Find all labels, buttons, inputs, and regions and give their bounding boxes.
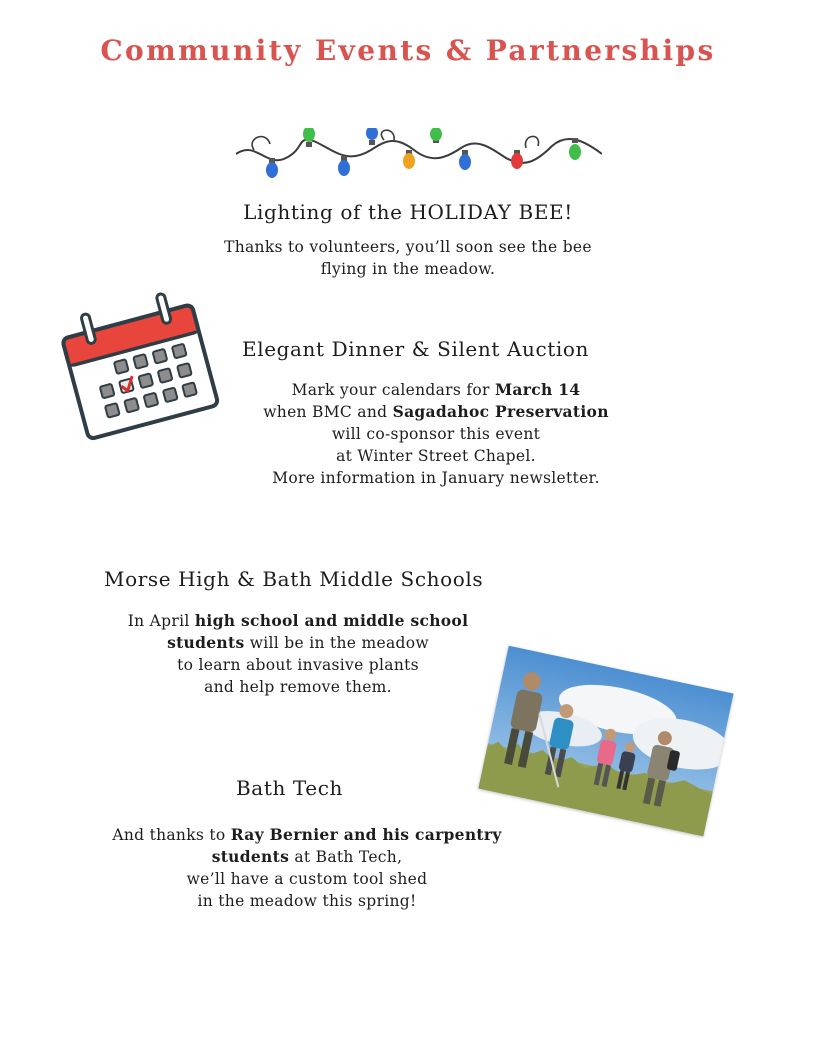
dinner-line-4: at Winter Street Chapel. — [336, 447, 536, 465]
schools-line-4: and help remove them. — [204, 678, 392, 696]
dinner-line-1: Mark your calendars for March 14 — [291, 380, 581, 399]
bath-tech-line-4: in the meadow this spring! — [197, 892, 417, 910]
light-bulb-3 — [338, 156, 350, 176]
light-bulb-2 — [303, 128, 315, 147]
page-title: Community Events & Partnerships — [100, 34, 716, 67]
calendar-icon — [58, 292, 220, 442]
holiday-bee-text — [0, 236, 816, 280]
bath-tech-line-2: students at Bath Tech, — [211, 847, 403, 866]
bath-tech-text — [92, 824, 522, 912]
dinner-line-2: when BMC and Sagadahoc Preservation — [263, 402, 609, 421]
schools-text — [108, 610, 488, 698]
light-bulb-6 — [430, 128, 442, 143]
dinner-text — [248, 379, 624, 489]
schools-line-1: In April high school and middle school — [127, 611, 469, 630]
light-bulb-7 — [459, 150, 471, 170]
light-bulb-5 — [403, 150, 415, 169]
light-bulb-4 — [366, 128, 378, 145]
schools-line-3: to learn about invasive plants — [177, 656, 419, 674]
bath-tech-line-1: And thanks to Ray Bernier and his carpentry — [112, 825, 502, 844]
holiday-bee-heading: Lighting of the HOLIDAY BEE! — [243, 200, 573, 224]
holiday-bee-line-1: Thanks to volunteers, you’ll soon see the bee — [224, 238, 592, 256]
dinner-line-3: will co-sponsor this event — [331, 425, 541, 443]
dinner-line-5: More information in January newsletter. — [272, 469, 600, 487]
schools-line-2: students will be in the meadow — [167, 633, 429, 652]
dinner-heading: Elegant Dinner & Silent Auction — [242, 337, 590, 361]
light-bulb-8 — [511, 150, 523, 169]
holiday-bee-line-2: flying in the meadow. — [320, 260, 496, 278]
schools-heading: Morse High & Bath Middle Schools — [104, 567, 484, 591]
string-lights-icon — [236, 128, 602, 180]
bath-tech-heading: Bath Tech — [236, 776, 344, 800]
bath-tech-line-3: we’ll have a custom tool shed — [186, 870, 428, 888]
meadow-students-photo — [478, 646, 733, 837]
